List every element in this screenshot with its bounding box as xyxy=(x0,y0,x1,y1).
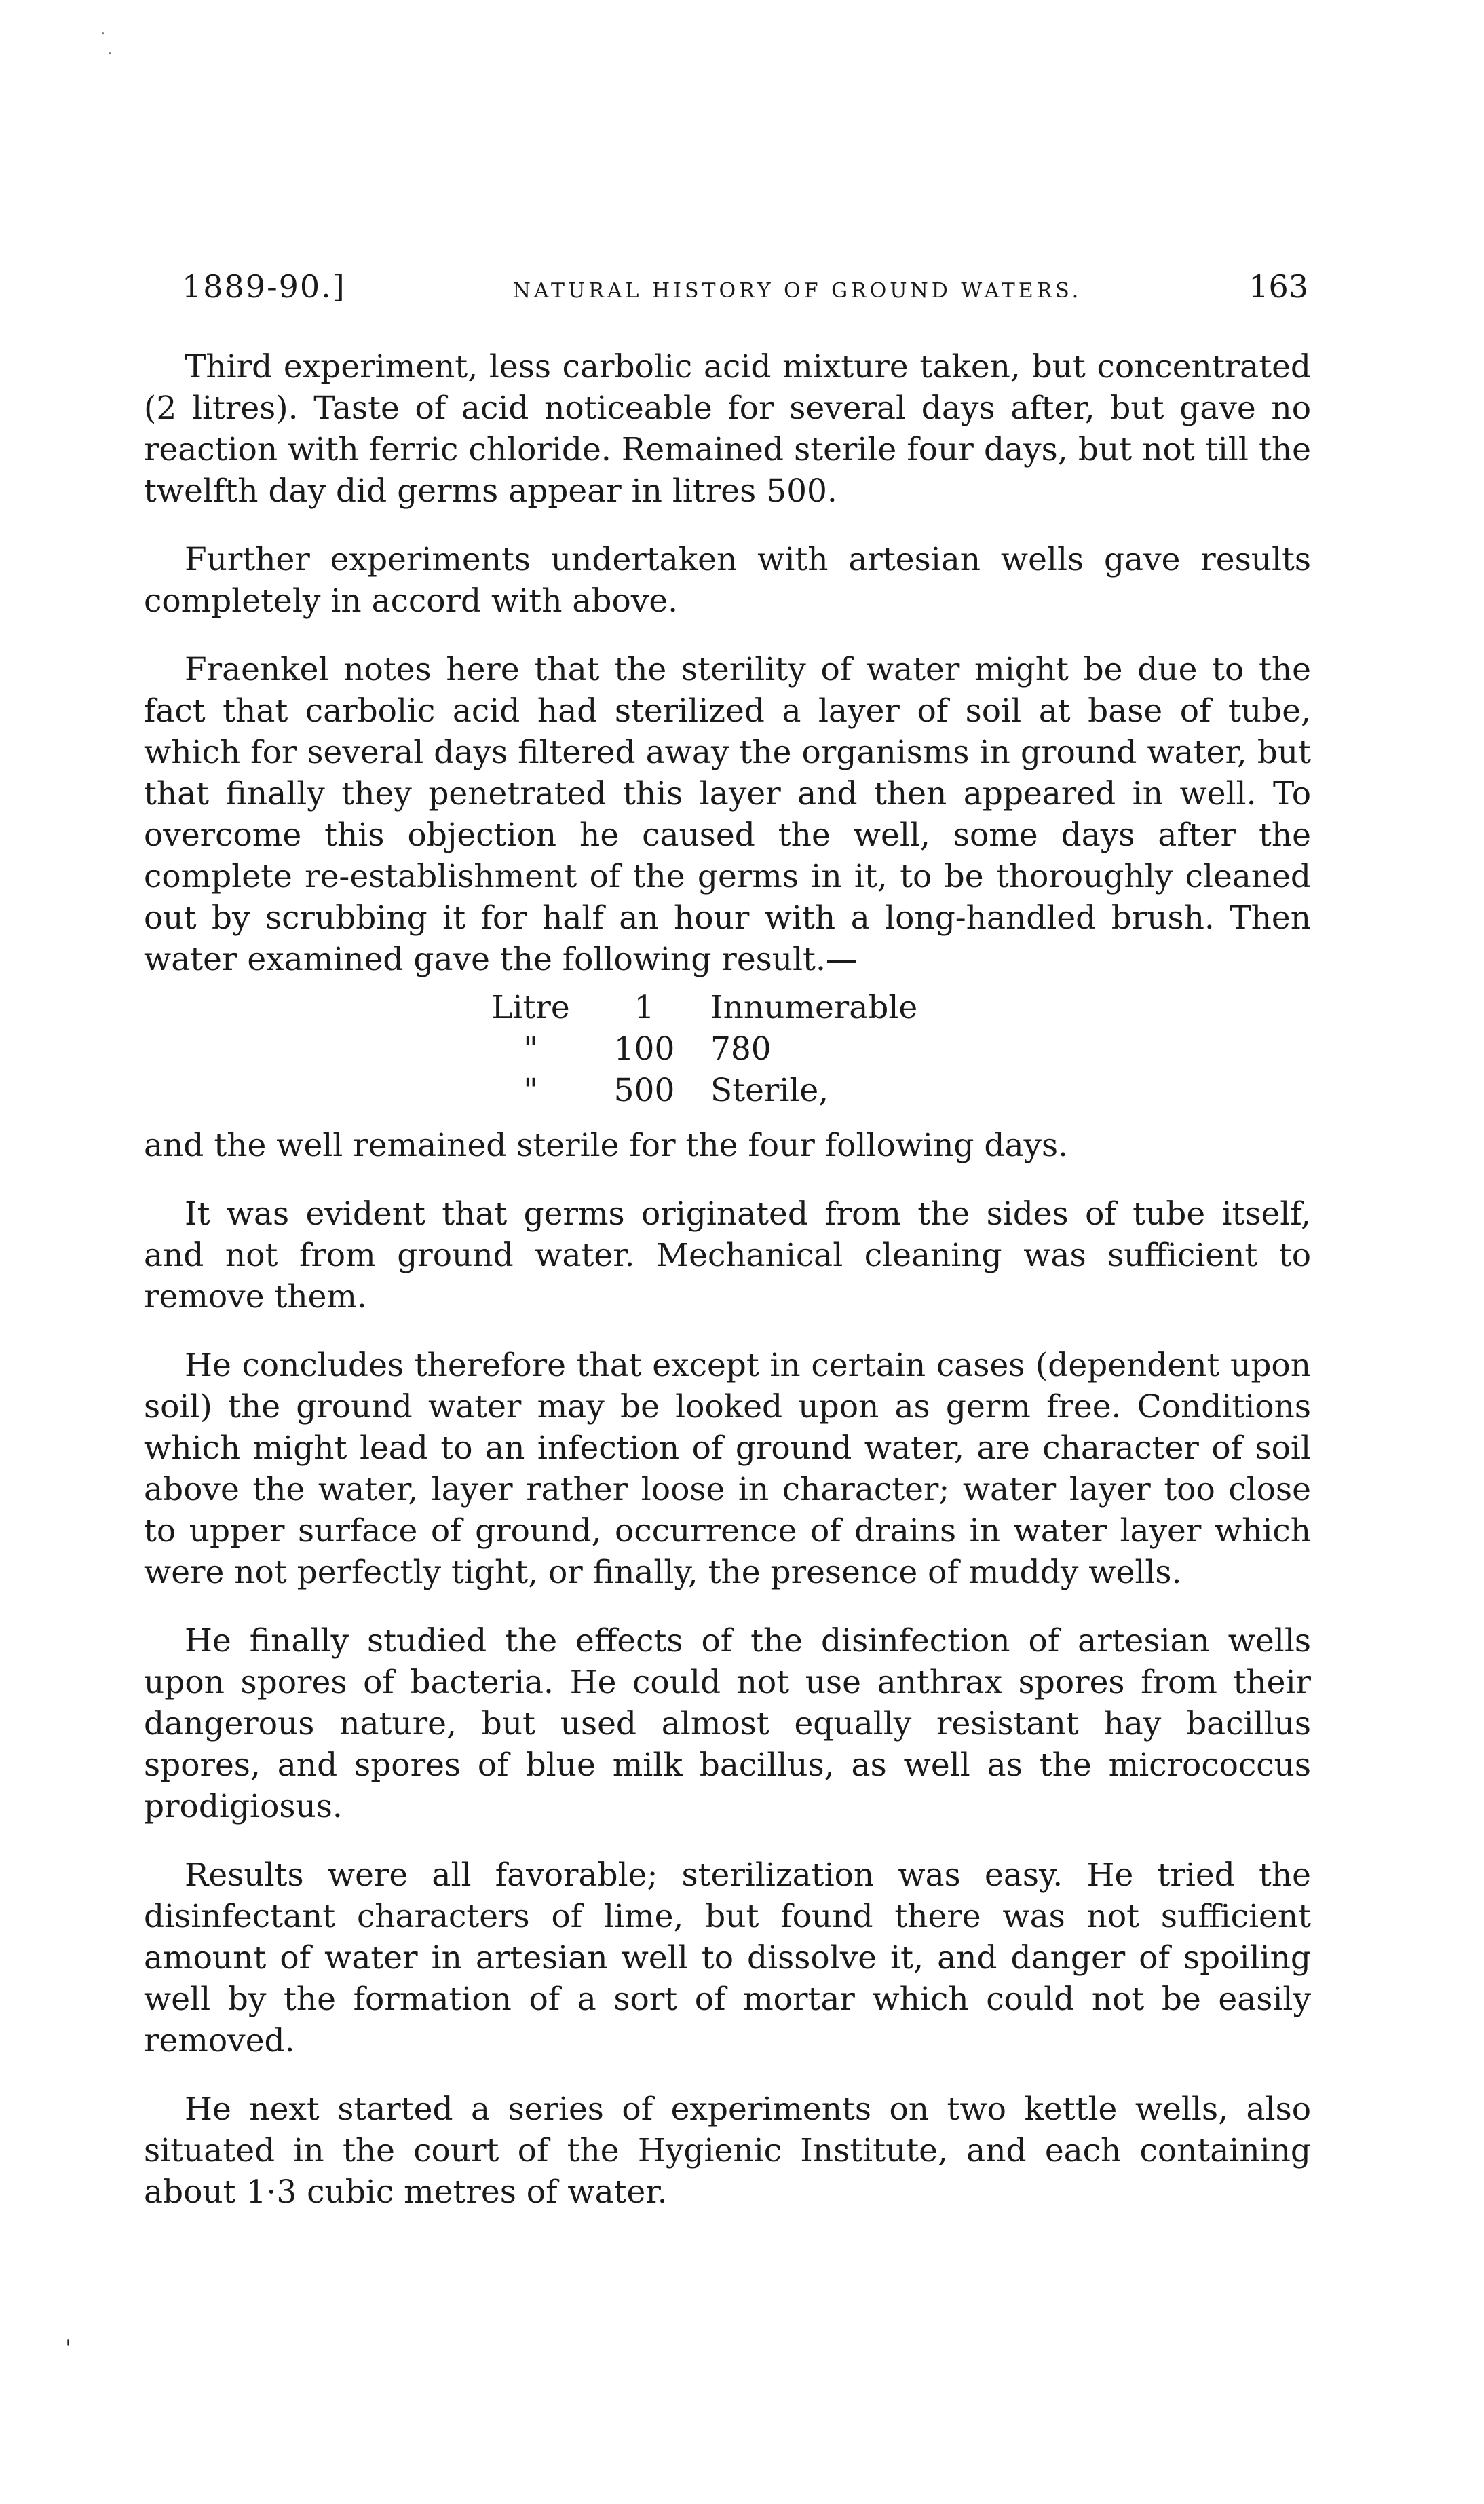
scan-mark: ' xyxy=(65,2335,72,2362)
paragraph: He finally studied the effects of the disinfection of artesian wells upon spores of bacteria. He could not use anthrax spores from their dangerous nature, but used almost equally resistant hay bacillus spores, and spores of blue milk bacillus, as well as the micrococcus prodigiosus. xyxy=(144,1622,1311,1825)
paragraph: Third experiment, less carbolic acid mixture taken, but concentrated (2 litres). Taste of acid noticeable for several days after, but gave no reaction with ferric chloride. Remained sterile four days, but not till the twelfth day did germs appear in litres 500. xyxy=(144,348,1311,510)
table-cell-result: 780 xyxy=(710,1030,772,1068)
paragraph: Results were all favorable; sterilization was easy. He tried the disinfectant characters of lime, but found there was not sufficient amount of water in artesian well to dissolve it, and danger of spoiling well by the formation of a sort of mortar which could not be easily removed. xyxy=(144,1856,1311,2059)
table-row xyxy=(483,987,1311,1028)
paragraph: It was evident that germs originated from the sides of tube itself, and not from ground water. Mechanical cleaning was sufficient to remove them. xyxy=(144,1195,1311,1315)
running-header xyxy=(182,268,1308,316)
header-title: NATURAL HISTORY OF GROUND WATERS. xyxy=(512,279,1082,303)
results-table xyxy=(483,987,1311,1111)
table-cell-label: Litre xyxy=(491,989,570,1026)
paragraph: Further experiments undertaken with artesian wells gave results completely in accord with above. xyxy=(144,541,1311,620)
scan-mark: . xyxy=(100,19,106,38)
table-cell-result: Sterile, xyxy=(710,1072,829,1109)
table-row xyxy=(483,1028,1311,1070)
table-cell-litres: 500 xyxy=(613,1072,675,1109)
page-number: 163 xyxy=(1249,268,1308,305)
table-cell-label: " xyxy=(523,1072,538,1109)
paragraph: He next started a series of experiments on two kettle wells, also situated in the court of the Hygienic Institute, and each containing about 1·3 cubic metres of water. xyxy=(144,2091,1311,2211)
table-row xyxy=(483,1070,1311,1111)
paragraph: He concludes therefore that except in certain cases (dependent upon soil) the ground water may be looked upon as germ free. Conditions which might lead to an infection of ground water, are character of soil above the water, layer rather loose in character; water layer too close to upper surface of ground, occurrence of drains in water layer which were not perfectly tight, or finally, the presence of muddy wells. xyxy=(144,1347,1311,1591)
table-cell-litres: 1 xyxy=(634,989,655,1026)
paragraph: and the well remained sterile for the four following days. xyxy=(144,1127,1069,1164)
header-year: 1889-90.] xyxy=(182,268,346,305)
table-cell-litres: 100 xyxy=(613,1030,675,1068)
table-cell-result: Innumerable xyxy=(710,989,918,1026)
paragraph: Fraenkel notes here that the sterility of water might be due to the fact that carbolic acid had sterilized a layer of soil at base of tube, which for several days filtered away the organisms in ground water, but that finally they penetrated this layer and then appeared in well. To overcome this objection he caused the well, some days after the complete re-establishment of the germs in it, to be thoroughly cleaned out by scrubbing it for half an hour with a long-handled brush. Then water examined gave the following result.— xyxy=(144,651,1311,978)
table-cell-label: " xyxy=(523,1030,538,1068)
scan-mark: . xyxy=(107,39,113,58)
body-text xyxy=(144,346,1311,2240)
